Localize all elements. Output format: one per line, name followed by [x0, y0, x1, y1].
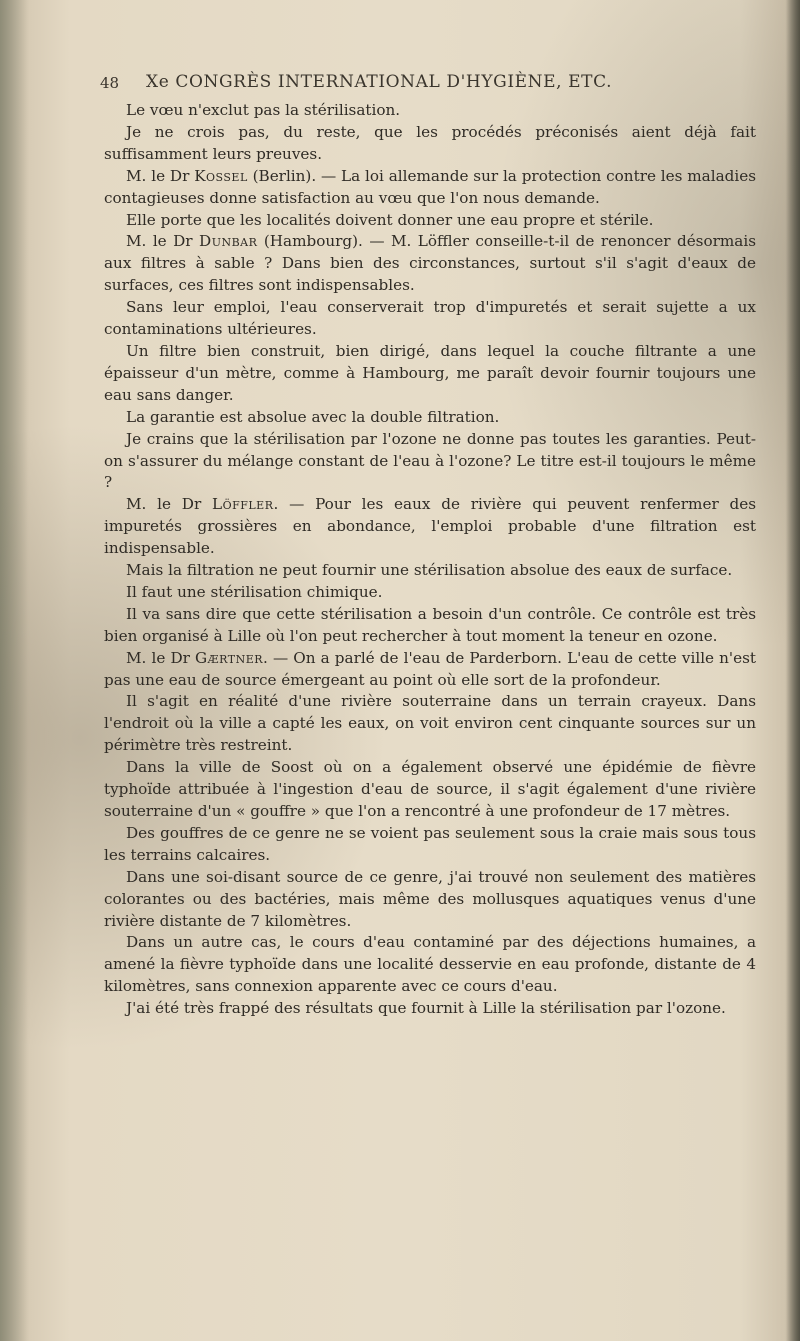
paragraph: [104, 100, 756, 122]
paragraph-text: Il va sans dire que cette stérilisation a besoin d'un contrôle. Ce contrôle est très bien organisé à Lille où l'on peut rechercher à tout moment la teneur en ozone.: [104, 604, 756, 645]
paragraph: [104, 297, 756, 341]
paragraph-text: Sans leur emploi, l'eau conserverait trop d'impuretés et serait sujette a ux contaminations ultérieures.: [104, 298, 756, 339]
paragraph-text: (Hambourg). — M. Löffler conseille-t-il de renoncer désormais aux filtres à sable ? Dans bien des circonstances, surtout s'il s'agit d'eaux de surfaces, ces filtres sont indispensables.: [104, 232, 756, 295]
paragraph: [104, 998, 756, 1020]
paragraph: [104, 429, 756, 495]
paragraph-text: Des gouffres de ce genre ne se voient pas seulement sous la craie mais sous tous les terrains calcaires.: [104, 823, 756, 864]
page-header: [100, 72, 740, 98]
paragraph-text: Mais la filtration ne peut fournir une stérilisation absolue des eaux de surface.: [126, 561, 733, 580]
paragraph: [104, 757, 756, 823]
paragraph: [104, 560, 756, 582]
paragraph-text: La garantie est absolue avec la double filtration.: [126, 407, 500, 426]
paragraph: [104, 823, 756, 867]
paragraph-text: J'ai été très frappé des résultats que fournit à Lille la stérilisation par l'ozone.: [126, 999, 726, 1018]
page-number: 48: [100, 74, 120, 92]
paragraph: [104, 407, 756, 429]
body-text: [104, 100, 756, 1020]
paragraph-text: Dans la ville de Soost où on a également observé une épidémie de fièvre typhoïde attribuée à l'ingestion d'eau de source, il s'agit également d'une rivière souterraine d'un « gouffre » que l'on a rencontré à une profondeur de 17 mètres.: [104, 758, 756, 820]
paragraph: [104, 867, 756, 933]
paragraph-text: Dans un autre cas, le cours d'eau contaminé par des déjections humaines, a amené la fièvre typhoïde dans une localité desservie en eau profonde, distante de 4 kilomètres, sans connexion apparente avec ce cours d'eau.: [104, 933, 756, 996]
speaker-title: M. le Dr: [126, 648, 196, 667]
paragraph-text: . — On a parlé de l'eau de Parderborn. L'eau de cette ville n'est pas une eau de source émergeant au point où elle sort de la profondeur.: [104, 648, 756, 689]
page-shadow-right: [786, 0, 800, 1341]
paragraph-text: Je crains que la stérilisation par l'ozone ne donne pas toutes les garanties. Peut-on s'assurer du mélange constant de l'eau à l'ozone? Le titre est-il toujours le même ?: [104, 429, 756, 492]
paragraph: [104, 932, 756, 998]
paragraph: [104, 648, 756, 692]
paragraph-text: Dans une soi-disant source de ce genre, j'ai trouvé non seulement des matières colorantes ou des bactéries, mais même des mollusques aquatiques venus d'une rivière distante de 7 kilomètres.: [104, 867, 756, 930]
speaker-name: Dunbar: [199, 232, 258, 251]
paragraph-text: (Berlin). — La loi allemande sur la protection contre les maladies contagieuses donne satisfaction au vœu que l'on nous demande.: [104, 166, 756, 207]
paragraph: [104, 604, 756, 648]
paragraph-text: Le vœu n'exclut pas la stérilisation.: [126, 101, 401, 119]
paragraph: [104, 494, 756, 560]
speaker-title: M. le Dr: [126, 166, 195, 185]
speaker-name: Gærtner: [195, 648, 264, 667]
paragraph: [104, 231, 756, 297]
paragraph-text: Un filtre bien construit, bien dirigé, dans lequel la couche filtrante a une épaisseur d'un mètre, comme à Hambourg, me paraît devoir fournir toujours une eau sans danger.: [104, 341, 756, 404]
paragraph: [104, 691, 756, 757]
speaker-name: Kossel: [194, 166, 248, 185]
paragraph: [104, 122, 756, 166]
paragraph-text: Je ne crois pas, du reste, que les procédés préconisés aient déjà fait suffisamment leurs preuves.: [104, 122, 756, 163]
speaker-name: Löffler: [212, 495, 274, 514]
paragraph: [104, 210, 756, 232]
paragraph-text: Il s'agit en réalité d'une rivière souterraine dans un terrain crayeux. Dans l'endroit où la ville a capté les eaux, on voit environ cent cinquante sources sur un périmètre très restreint.: [104, 692, 756, 755]
paragraph-text: . — Pour les eaux de rivière qui peuvent renfermer des impuretés grossières en abondance, l'emploi probable d'une filtration est indispensable.: [104, 495, 756, 558]
page-shadow-left: [0, 0, 28, 1341]
paragraph-text: Il faut une stérilisation chimique.: [126, 582, 383, 601]
speaker-title: M. le Dr: [126, 232, 200, 251]
speaker-title: M. le Dr: [126, 495, 212, 514]
paragraph: [104, 166, 756, 210]
paragraph: [104, 341, 756, 407]
paragraph-text: Elle porte que les localités doivent donner une eau propre et stérile.: [126, 210, 654, 229]
running-head: Xe CONGRÈS INTERNATIONAL D'HYGIÈNE, ETC.: [146, 72, 613, 92]
paragraph: [104, 582, 756, 604]
